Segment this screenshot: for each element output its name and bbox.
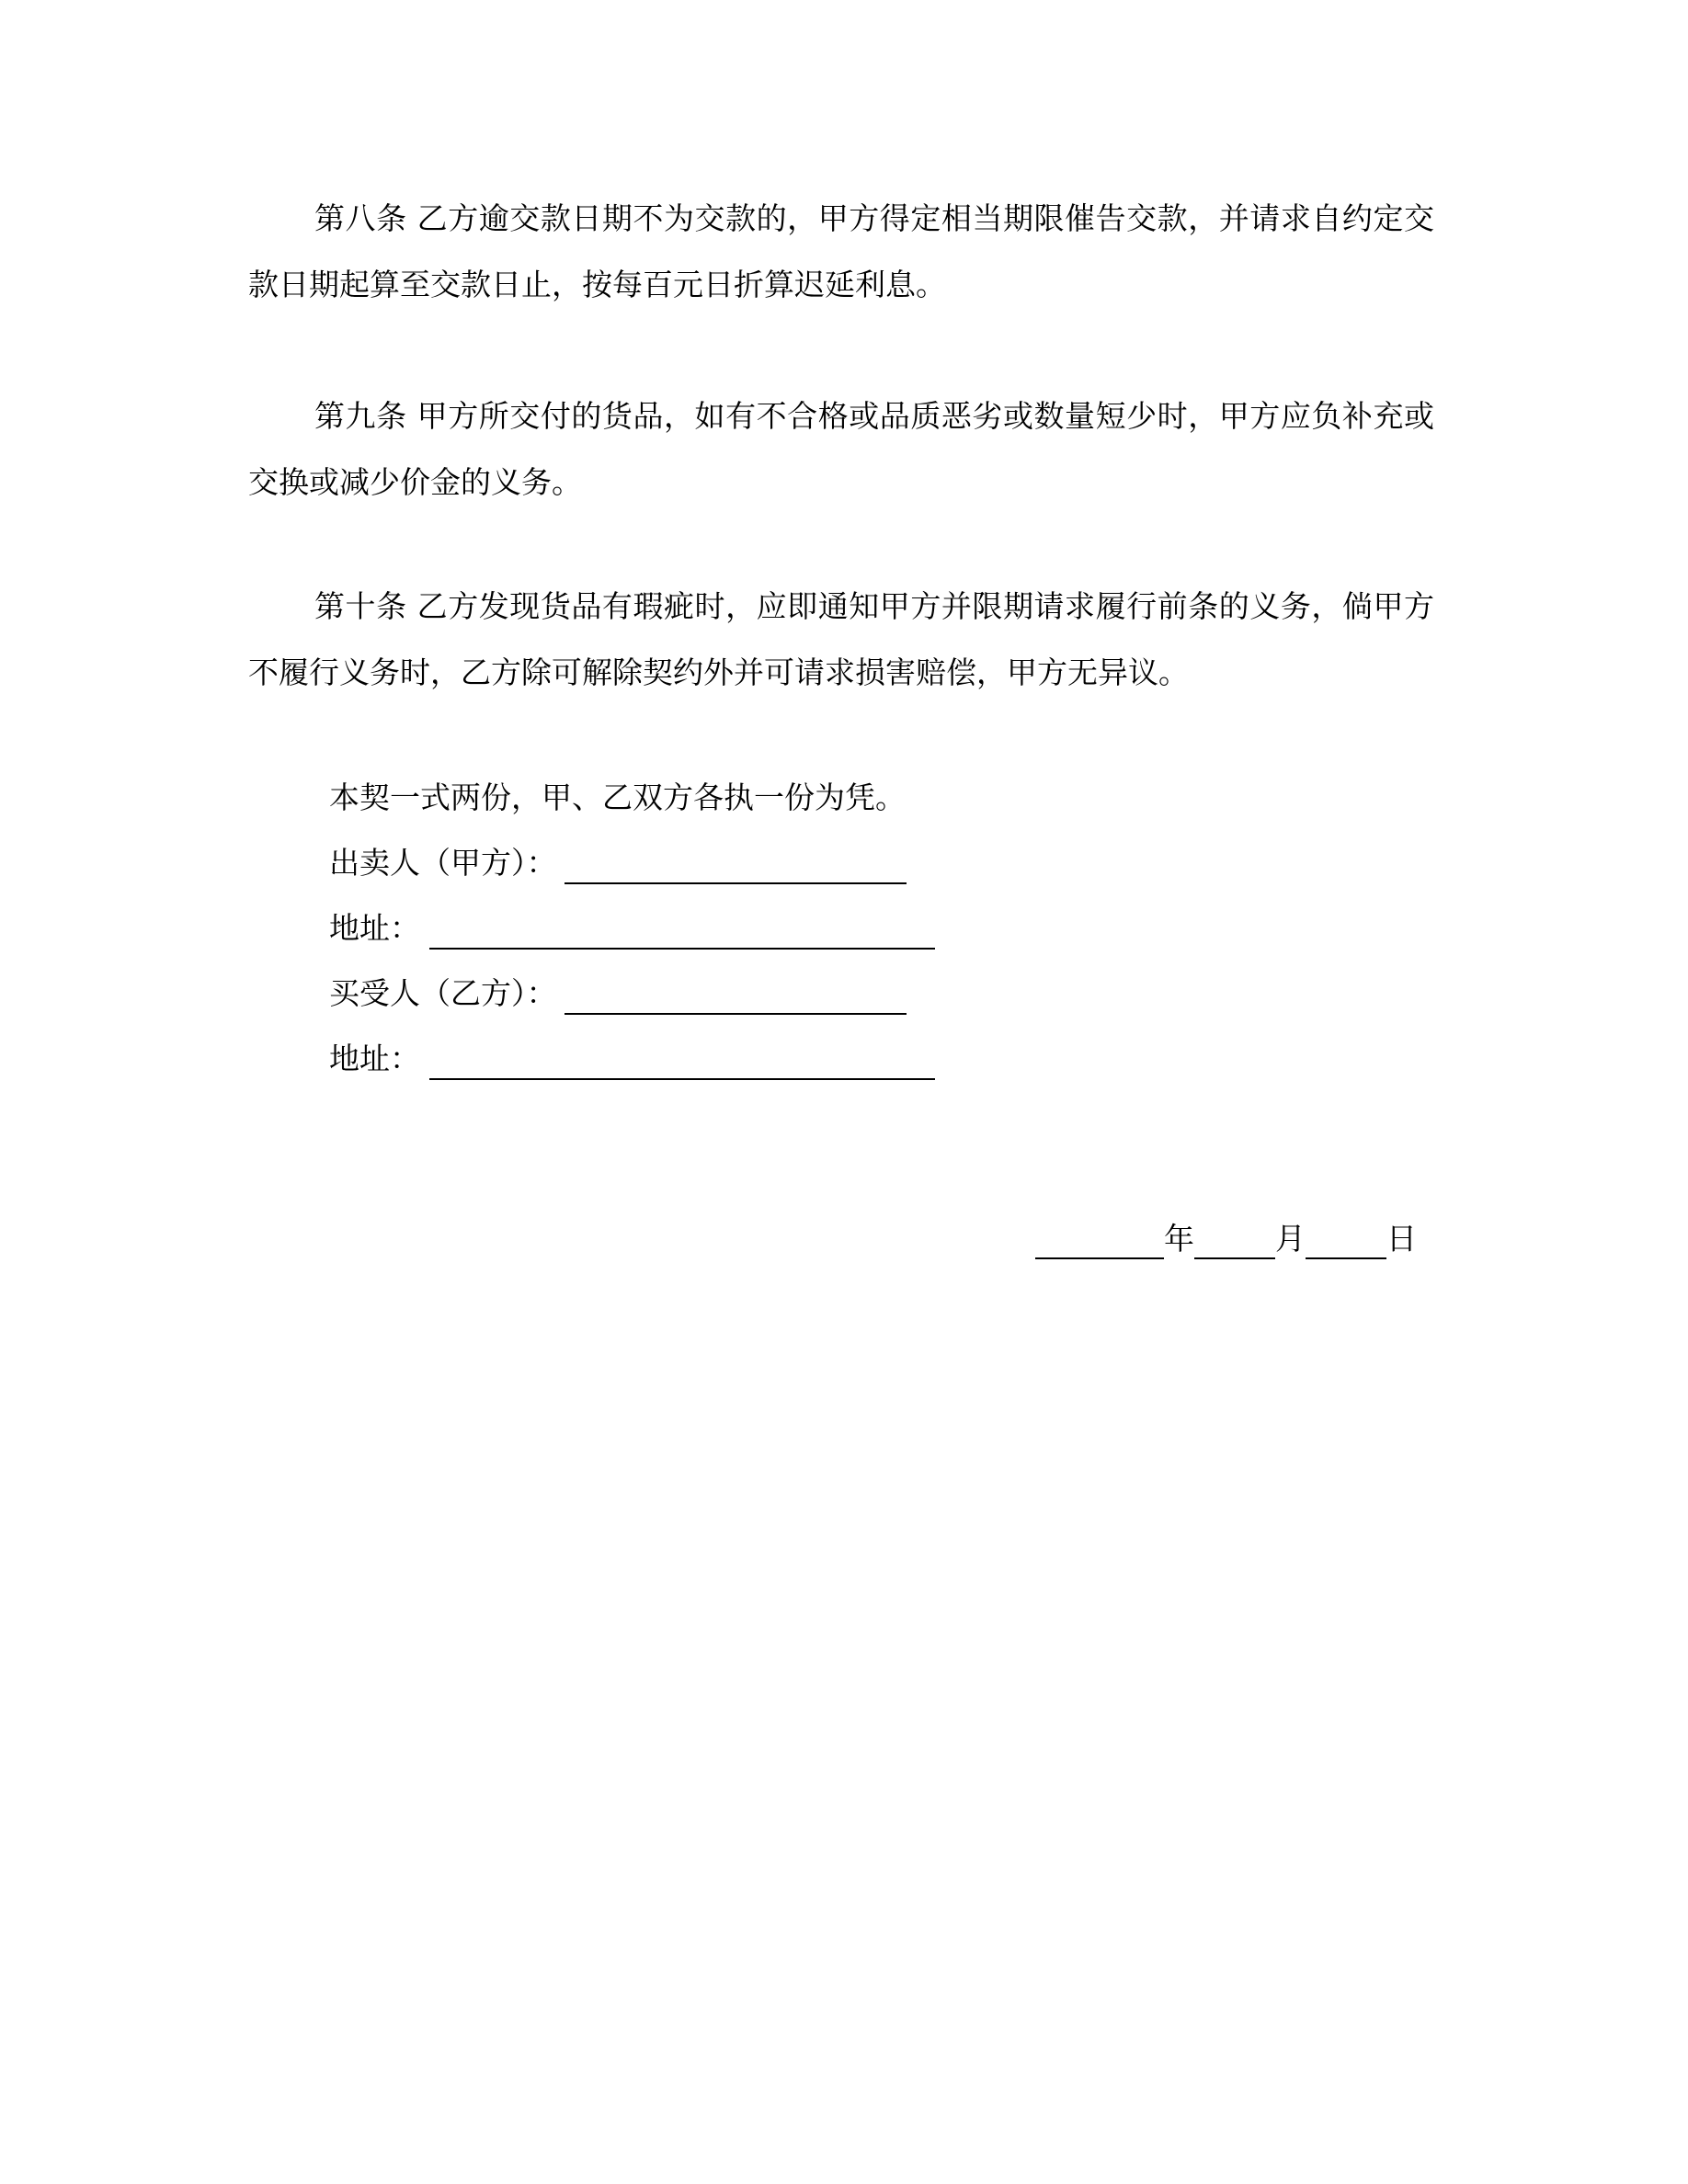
month-blank[interactable] (1194, 1217, 1275, 1259)
buyer-line (329, 961, 973, 1026)
seller-address-line (329, 895, 973, 961)
buyer-label: 买受人（乙方）： (329, 975, 557, 1011)
year-unit: 年 (1164, 1221, 1194, 1257)
article-9-paragraph: 第九条 甲方所交付的货品，如有不合格或品质恶劣或数量短少时，甲方应负补充或交换或减少价金的义务。 (248, 398, 1434, 500)
year-blank[interactable] (1035, 1217, 1164, 1259)
article-10-paragraph: 第十条 乙方发现货品有瑕疵时，应即通知甲方并限期请求履行前条的义务，倘甲方不履行义务时，乙方除可解除契约外并可请求损害赔偿，甲方无异议。 (248, 588, 1434, 690)
seller-label: 出卖人（甲方）： (329, 845, 557, 881)
buyer-name-blank[interactable] (565, 967, 907, 1015)
buyer-address-label: 地址： (329, 1041, 420, 1076)
day-blank[interactable] (1306, 1217, 1386, 1259)
month-unit: 月 (1275, 1221, 1306, 1257)
seller-address-blank[interactable] (429, 902, 935, 950)
buyer-address-blank[interactable] (429, 1032, 935, 1080)
seller-line (329, 830, 973, 895)
article-8-paragraph: 第八条 乙方逾交款日期不为交款的，甲方得定相当期限催告交款，并请求自约定交款日期起算至交款日止，按每百元日折算迟延利息。 (248, 200, 1434, 302)
day-unit: 日 (1386, 1221, 1417, 1257)
buyer-address-line (329, 1026, 973, 1091)
seller-name-blank[interactable] (565, 836, 907, 884)
date-line (1035, 1213, 1417, 1265)
signature-block (329, 765, 973, 1091)
copies-note: 本契一式两份，甲、乙双方各执一份为凭。 (329, 779, 906, 815)
copies-note-line (329, 765, 973, 830)
seller-address-label: 地址： (329, 910, 420, 946)
